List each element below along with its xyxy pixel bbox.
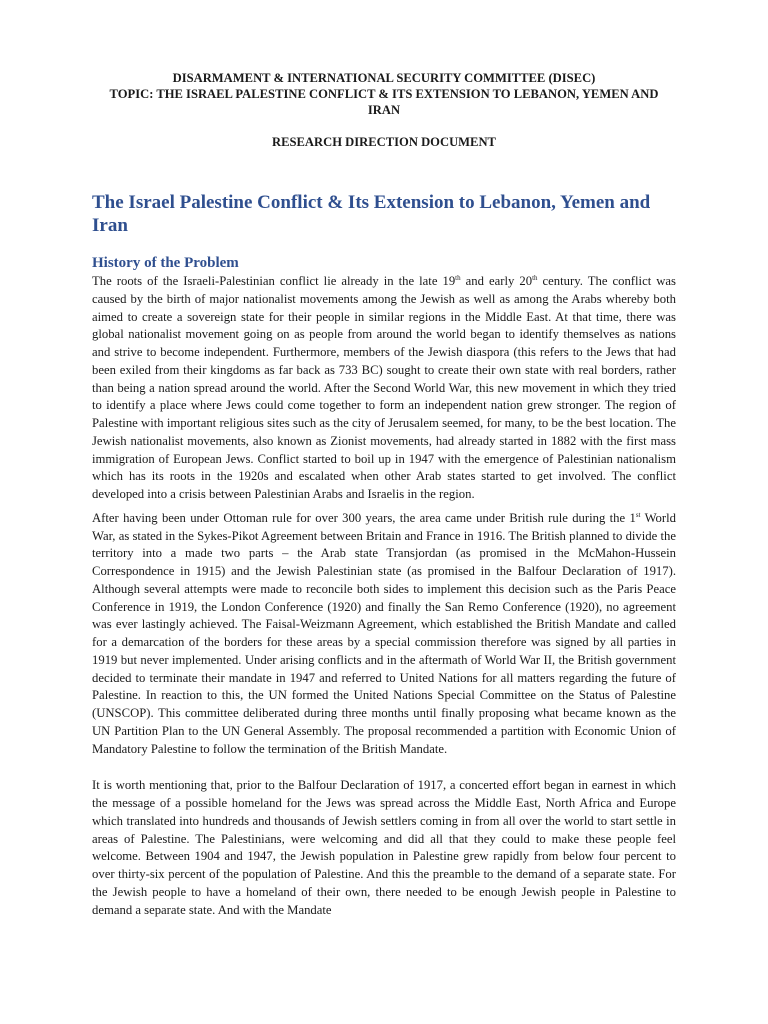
ordinal-suffix: st — [635, 510, 641, 519]
document-title: The Israel Palestine Conflict & Its Extension to Lebanon, Yemen and Iran — [92, 192, 651, 236]
ordinal-suffix: th — [532, 273, 538, 282]
paragraph-2: After having been under Ottoman rule for over 300 years, the area came under British rule during the 1st World War, as stated in the Sykes-Pikot Agreement between Britain and France in 1916. The British planned to divide the territory into a made two parts – the Arab state Transjordan (as promised in the McMahon-Hussein Correspondence in 1915) and the Jewish Palestinian state (as promised in the Balfour Declaration of 1917). Although several attempts were made to reconcile both sides to implement this decision such as the Paris Peace Conference in 1919, the London Conference (1920) and finally the San Remo Conference (1920), no agreement was ever lastingly achieved. The Faisal-Weizmann Agreement, which established the British Mandate and called for a demarcation of the borders for these areas by a special commission therefore was signed by all parties in 1919 but never implemented. Under arising conflicts and in the aftermath of World War II, the British government decided to terminate their mandate in 1947 and referred to United Nations for all matters regarding the future of Palestine. In reaction to this, the UN formed the United Nations Special Committee on the Status of Palestine (UNSCOP). This committee deliberated during three months until finally proposing what became known as the UN Partition Plan to the UN General Assembly. The proposal recommended a partition with Economic Union of Mandatory Palestine to follow the termination of the British Mandate. — [92, 510, 676, 756]
topic-line: TOPIC: THE ISRAEL PALESTINE CONFLICT & ITS EXTENSION TO LEBANON, YEMEN AND IRAN — [109, 87, 659, 117]
document-header — [92, 70, 676, 150]
committee-name: DISARMAMENT & INTERNATIONAL SECURITY COMMITTEE (DISEC) — [172, 71, 596, 85]
document-type: RESEARCH DIRECTION DOCUMENT — [272, 135, 496, 149]
paragraph-3: It is worth mentioning that, prior to the Balfour Declaration of 1917, a concerted effort began in earnest in which the message of a possible homeland for the Jews was spread across the Middle East, North Africa and Europe which translated into hundreds and thousands of Jewish settlers coming in from all over the world to start settle in areas of Palestine. The Palestinians, were welcoming and did all that they could to make these people feel welcome. Between 1904 and 1947, the Jewish population in Palestine grew rapidly from below four percent to over thirty-six percent of the population of Palestine. And this the preamble to the demand of a separate state. For the Jewish people to have a homeland of their own, there needed to be enough Jewish people in Palestine to demand a separate state. And with the Mandate — [92, 778, 676, 917]
paragraph-1: The roots of the Israeli-Palestinian conflict lie already in the late 19th and early 20th century. The conflict was caused by the birth of major nationalist movements among the Jewish as well as among the Arabs whereby both aimed to create a sovereign state for their people in similar regions in the Middle East. At that time, there was global nationalist movement going on as people from around the world began to identify themselves as nations and strive to become independent. Furthermore, members of the Jewish diaspora (this refers to the Jews that had been exiled from their kingdoms as far back as 733 BC) sought to create their own state with real borders, rather than being a nation spread around the world. After the Second World War, this new movement in which they tried to identify a place where Jews could come together to form an independent nation grew stronger. The region of Palestine with important religious sites such as the city of Jerusalem seemed, for many, to be the best location. The Jewish nationalist movements, also known as Zionist movements, had already started in 1882 with the first mass immigration of European Jews. Conflict started to boil up in 1947 with the emergence of Palestinian nationalism which has its roots in the 1920s and escalated when other Arab states started to get involved. The conflict developed into a crisis between Palestinian Arabs and Israelis in the region. — [92, 273, 676, 501]
ordinal-suffix: th — [455, 273, 461, 282]
section-heading: History of the Problem — [92, 255, 239, 271]
